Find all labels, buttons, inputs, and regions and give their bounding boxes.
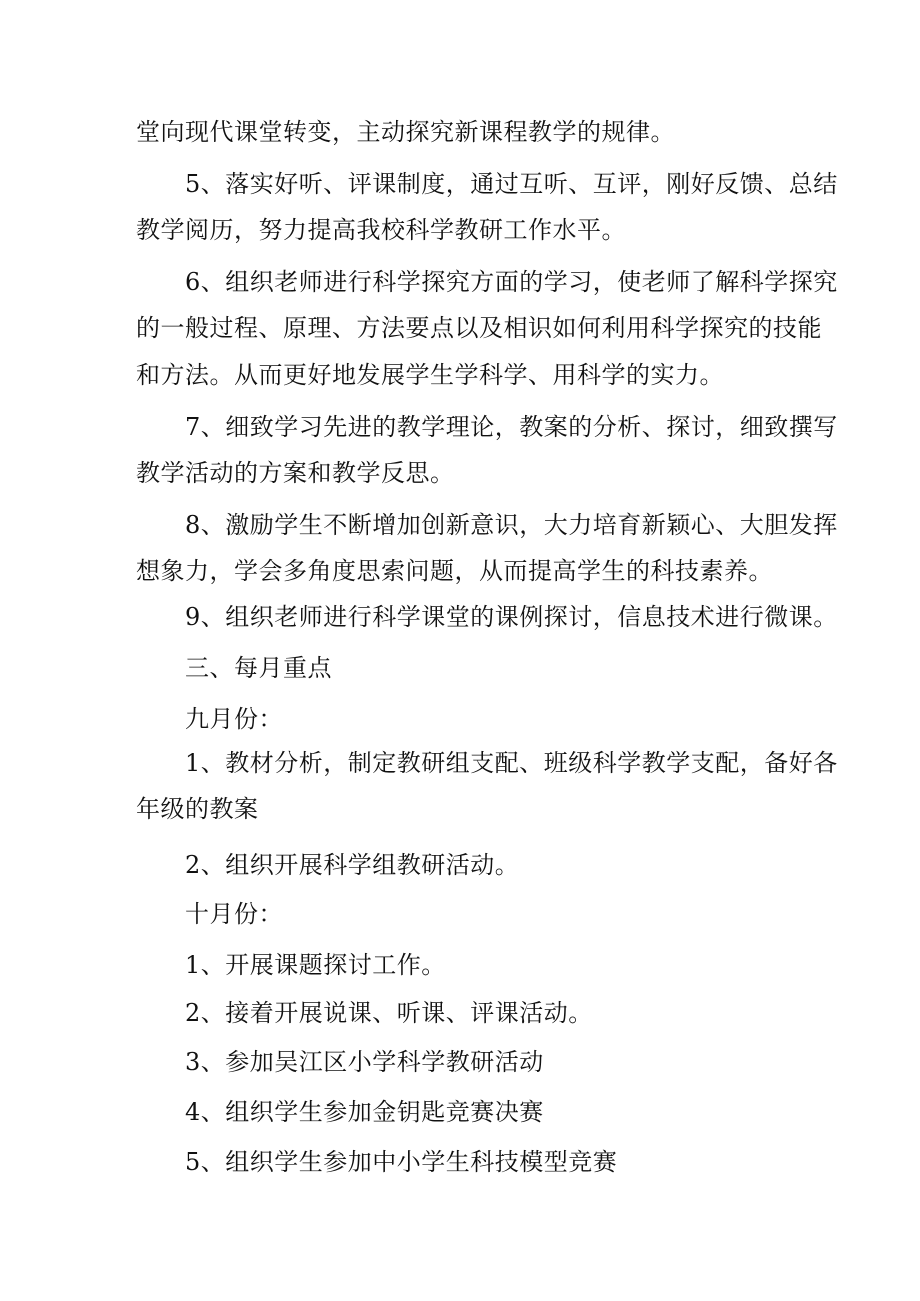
- text-line: 1、教材分析，制定教研组支配、班级科学教学支配，备好各: [185, 749, 838, 777]
- text-line: 教学阅历，努力提高我校科学教研工作水平。: [136, 216, 626, 244]
- text-line: 1、开展课题探讨工作。: [185, 951, 446, 979]
- text-line: 3、参加吴江区小学科学教研活动: [185, 1048, 544, 1076]
- text-line: 9、组织老师进行科学课堂的课例探讨，信息技术进行微课。: [185, 603, 838, 631]
- text-line: 2、组织开展科学组教研活动。: [185, 851, 520, 879]
- text-line: 8、激励学生不断增加创新意识，大力培育新颖心、大胆发挥: [185, 511, 838, 539]
- text-line: 想象力，学会多角度思索问题，从而提高学生的科技素养。: [136, 557, 773, 585]
- text-line: 7、细致学习先进的教学理论，教案的分析、探讨，细致撰写: [185, 413, 838, 441]
- text-line: 的一般过程、原理、方法要点以及相识如何利用科学探究的技能: [136, 314, 822, 342]
- month-heading: 九月份：: [185, 705, 283, 733]
- text-line: 4、组织学生参加金钥匙竞赛决赛: [185, 1098, 544, 1126]
- text-line: 教学活动的方案和教学反思。: [136, 459, 455, 487]
- text-line: 堂向现代课堂转变，主动探究新课程教学的规律。: [136, 118, 675, 146]
- section-heading: 三、每月重点: [185, 654, 332, 682]
- text-line: 5、落实好听、评课制度，通过互听、互评，刚好反馈、总结: [185, 170, 838, 198]
- month-heading: 十月份：: [185, 900, 283, 928]
- text-line: 6、组织老师进行科学探究方面的学习，使老师了解科学探究: [185, 268, 838, 296]
- text-line: 2、接着开展说课、听课、评课活动。: [185, 999, 593, 1027]
- text-line: 5、组织学生参加中小学生科技模型竞赛: [185, 1148, 618, 1176]
- text-line: 年级的教案: [136, 795, 259, 823]
- text-line: 和方法。从而更好地发展学生学科学、用科学的实力。: [136, 361, 724, 389]
